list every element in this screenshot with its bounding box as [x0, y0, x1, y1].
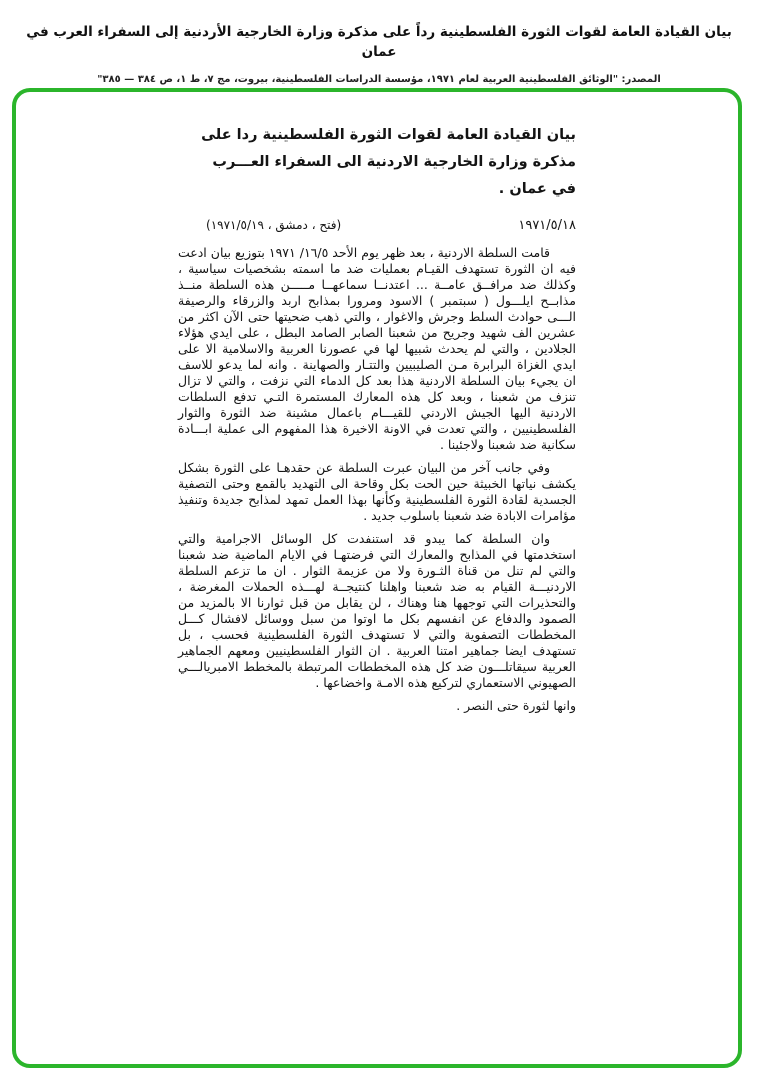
document-body [178, 245, 576, 714]
document-title-line-3: في عمان . [498, 180, 576, 197]
document-title-line-1: بيان القيادة العامة لقوات الثورة الفلسطينية ردا على [201, 127, 576, 143]
document-title [178, 122, 576, 202]
page-header [0, 0, 758, 85]
document-title-line-2: مذكرة وزارة الخارجية الاردنية الى السفراء العـــرب [212, 153, 576, 170]
body-paragraph-4: وانها لثورة حتى النصر . [456, 698, 576, 714]
document-frame [12, 88, 742, 1068]
body-paragraph-1: قامت السلطة الاردنية ، بعد ظهر يوم الأحد ١٦/٥/ ١٩٧١ بتوزيع بيان ادعت فيه ان الثورة تستهدف القيـام بعمليات ضد ما اسمته بشخصيات سياسية ، وكذلك ضد مرافــق عامــة ... اعتدنــا سماعهــا مـــــن هذه السلطة منــذ مذابــح ايلـــول ( سبتمبر ) الاسود ومرورا بمذابح اربد والزرقاء والرصيفة الـــى حوادث السلط وجرش والاغوار ، والتي ذهب ضحيتها حتى الآن اكثر من عشرين الف شهيد وجريح من شعبنا الصابر الصامد البطل ، على ايدي هؤلاء الجلادين ، والتي لم يحدث شبيها لها في عصورنا العربية والاسلامية الا على ايدي الغزاة البرابرة مـن الصليبيين والتتـار والصهاينة . وانه لما يدعو للاسف ان يجيء بيان السلطة الاردنية هذا بعد كل الدماء التي نزفت ، والتي لا تزال تنزف من شعبنا ، وبعد كل هذه المعارك المستمرة التـي تدفع السلطات الاردنية اليها الجيش الاردني للقيـــام باعمال مشينة ضد الثورة والثوار الفلسطينيين ، والتي تعدت في الاونة الاخيرة هذا المفهوم الى عملية ابـــادة سكانية ضد شعبنا ولاجئينا . [178, 245, 576, 453]
source-citation: المصدر: "الوثائق الفلسطينية العربية لعام ١٩٧١، مؤسسة الدراسات الفلسطينية، بيروت، مج ٧، ط ١، ص ٣٨٤ — ٣٨٥" [97, 73, 661, 85]
body-paragraph-2: وفي جانب آخر من البيان عبرت السلطة عن حقدهـا على الثورة بشكل يكشف نياتها الخبيثة حين الحت بكل وقاحة الى التهديد بالقمع وحتى التصفية الجسدية لقادة الثورة الفلسطينية وكأنها بهذا العمل تمهد لمذابح جديدة وتنفيذ مؤامرات الابادة ضد شعبنا باسلوب جديد . [178, 460, 576, 524]
date-primary: ١٩٧١/٥/١٨ [518, 218, 576, 234]
document-content [178, 122, 576, 714]
page-title: بيان القيادة العامة لقوات الثورة الفلسطينية رداً على مذكرة وزارة الخارجية الأردنية إلى السفراء العرب في عمان [26, 24, 732, 61]
body-paragraph-3: وان السلطة كما يبدو قد استنفدت كل الوسائل الاجرامية والتي استخدمتها في المذابح والمعارك التي فرضتهـا في الايام الماضية ضد شعبنا والتي لم تنل من قناة الثـورة ولا من عزيمة الثوار . ان ما تزعم السلطة الاردنيـــة القيام به ضد شعبنا واهلنا كنتيجــة لهـــذه الحملات المغرضة ، والتحذيرات التي توجهها هنا وهناك ، لن يقابل من قبل ثوارنا الا بالمزيد من الصمود والدفاع عن انفسهم بكل ما اوتوا من سبل ووسائل لافشال كـــل المخططات التصفوية والتي لا تستهدف الثورة الفلسطينية فحسب ، بل تستهدف ايضا جماهير امتنا العربية . ان الثوار الفلسطينيين ومعهم الجماهير العربية سيقاتلـــون ضد كل هذه المخططات المرتبطة بالمخطط الامبريالـــي الصهيوني الاستعماري لتركيع هذه الامـة واخضاعها . [178, 531, 576, 691]
date-row [178, 218, 576, 233]
date-secondary: (فتح ، دمشق ، ١٩٧١/٥/١٩) [206, 218, 342, 233]
